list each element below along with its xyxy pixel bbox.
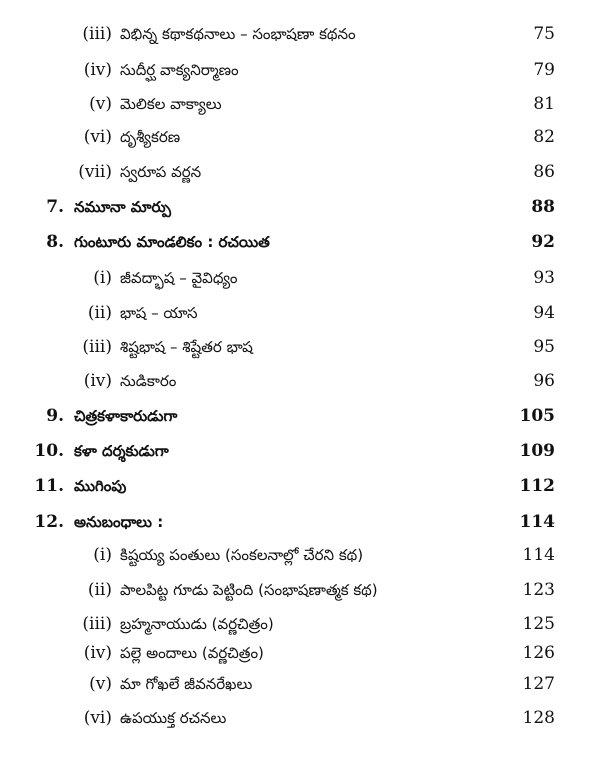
toc-entry <box>0 638 600 668</box>
entry-page: 92 <box>531 232 555 252</box>
toc-entry <box>0 436 600 466</box>
entry-title: భాష – యాస <box>120 304 198 322</box>
entry-page: 81 <box>533 94 555 114</box>
entry-number: 9. <box>46 406 64 426</box>
entry-number: (i) <box>93 268 112 288</box>
entry-title: కిష్టయ్య పంతులు (సంకలనాల్లో చేరని కథ) <box>120 546 364 564</box>
toc-entry <box>0 703 600 733</box>
toc-entry <box>0 507 600 537</box>
toc-entry <box>0 366 600 396</box>
entry-title: గుంటూరు మాండలికం : రచయిత <box>74 233 270 251</box>
entry-title: మా గోఖలే జీవనరేఖలు <box>120 675 253 693</box>
entry-title: కళా దర్శకుడుగా <box>74 442 169 460</box>
entry-title: శిష్టభాష – శిష్టేతర భాష <box>120 338 253 356</box>
entry-number: (ii) <box>87 580 112 600</box>
entry-number: (iii) <box>82 614 112 634</box>
toc-entry <box>0 540 600 570</box>
entry-number: (iv) <box>83 371 112 391</box>
entry-page: 82 <box>533 127 555 147</box>
entry-page: 126 <box>522 643 555 663</box>
entry-title: స్వరూప వర్ణన <box>120 163 202 181</box>
toc-entry <box>0 157 600 187</box>
entry-number: (i) <box>93 545 112 565</box>
entry-number: (iv) <box>83 643 112 663</box>
entry-number: (vi) <box>83 708 112 728</box>
entry-title: జీవద్భాష – వైవిధ్యం <box>120 269 238 287</box>
toc-entry <box>0 575 600 605</box>
toc-entry <box>0 298 600 328</box>
entry-page: 128 <box>522 708 555 728</box>
toc-entry <box>0 89 600 119</box>
toc-entry <box>0 669 600 699</box>
entry-page: 125 <box>522 614 555 634</box>
entry-page: 75 <box>533 24 555 44</box>
entry-title: ఉపయుక్త రచనలు <box>120 709 227 727</box>
entry-page: 123 <box>522 580 555 600</box>
entry-page: 79 <box>533 60 555 80</box>
entry-page: 93 <box>533 268 555 288</box>
toc-entry <box>0 192 600 222</box>
entry-number: (v) <box>89 94 112 114</box>
entry-page: 114 <box>519 512 555 532</box>
entry-title: పల్లె అందాలు (వర్ణచిత్రం) <box>120 644 264 662</box>
entry-number: 10. <box>34 441 64 461</box>
entry-title: ముగింపు <box>74 477 127 495</box>
entry-number: (iii) <box>82 24 112 44</box>
entry-page: 94 <box>533 303 555 323</box>
entry-page: 105 <box>519 406 555 426</box>
entry-number: (vii) <box>78 162 112 182</box>
entry-page: 114 <box>522 545 555 565</box>
toc-entry <box>0 122 600 152</box>
entry-number: (v) <box>89 674 112 694</box>
toc-entry <box>0 609 600 639</box>
entry-page: 112 <box>519 476 555 496</box>
entry-number: 12. <box>34 512 64 532</box>
entry-title: మెలికల వాక్యాలు <box>120 95 222 113</box>
toc-entry <box>0 19 600 49</box>
entry-page: 95 <box>533 337 555 357</box>
entry-title: నమూనా మార్పు <box>74 198 171 216</box>
toc-entry <box>0 332 600 362</box>
entry-title: దృశ్యీకరణ <box>120 128 181 146</box>
toc-entry <box>0 401 600 431</box>
toc-entry <box>0 227 600 257</box>
entry-title: సుదీర్ఘ వాక్యనిర్మాణం <box>120 61 239 79</box>
entry-number: 11. <box>34 476 64 496</box>
entry-number: (iv) <box>83 60 112 80</box>
entry-page: 88 <box>531 197 555 217</box>
entry-number: (vi) <box>83 127 112 147</box>
toc-entry <box>0 263 600 293</box>
entry-number: 7. <box>46 197 64 217</box>
entry-title: విభిన్న కథాకథనాలు – సంభాషణా కథనం <box>120 25 356 43</box>
entry-page: 109 <box>519 441 555 461</box>
entry-title: నుడికారం <box>120 372 177 390</box>
entry-number: (ii) <box>87 303 112 323</box>
entry-title: బ్రహ్మనాయుడు (వర్ణచిత్రం) <box>120 615 274 633</box>
toc-entry <box>0 55 600 85</box>
entry-page: 86 <box>533 162 555 182</box>
entry-number: (iii) <box>82 337 112 357</box>
entry-title: చిత్రకళాకారుడుగా <box>74 407 178 425</box>
entry-title: అనుబంధాలు : <box>74 513 164 531</box>
toc-entry <box>0 471 600 501</box>
entry-title: పాలపిట్ట గూడు పెట్టింది (సంభాషణాత్మక కథ) <box>120 581 378 599</box>
entry-page: 127 <box>522 674 555 694</box>
entry-page: 96 <box>533 371 555 391</box>
entry-number: 8. <box>46 232 64 252</box>
